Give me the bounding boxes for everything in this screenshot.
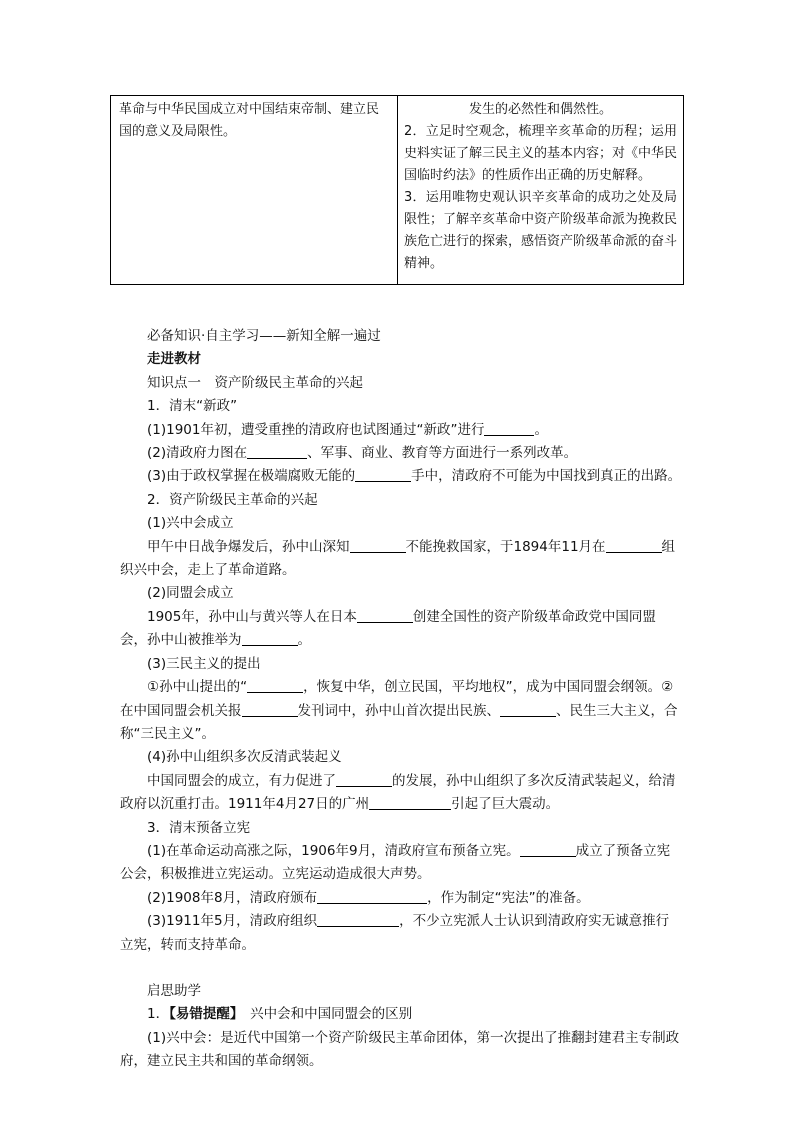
text: ，不少立宪派人士认识到清政府实无诚意推行立宪，转而支持革命。	[120, 913, 670, 953]
item-1-1	[120, 419, 682, 442]
item-3-3	[120, 910, 682, 957]
heading-1: 1．清末“新政”	[147, 398, 238, 415]
tip-heading	[120, 1003, 682, 1026]
item-2-2	[120, 606, 682, 653]
think-title: 启思助学	[147, 982, 201, 999]
text: 引起了巨大震动。	[451, 796, 560, 813]
heading-3: 3．清末预备立宪	[147, 819, 251, 836]
text: 发刊词中，孙中山首次提出民族、	[297, 702, 500, 719]
item-2-4	[120, 770, 682, 817]
objective-1-tail: 发生的必然性和偶然性。	[468, 102, 612, 117]
text: (3)由于政权掌握在极端腐败无能的	[147, 468, 356, 485]
text: ，作为制定“宪法”的准备。	[427, 889, 590, 906]
document-body	[120, 325, 682, 1074]
subheading-2-4: (4)孙中山组织多次反清武装起义	[147, 749, 342, 766]
fill-blank[interactable]	[247, 678, 303, 693]
fill-blank[interactable]	[317, 889, 427, 904]
text: 不能挽救国家，于1894年11月在	[405, 538, 606, 555]
subheading-2-3: (3)三民主义的提出	[147, 655, 261, 672]
objective-2: 2．立足时空观念，梳理辛亥革命的历程；运用史料实证了解三民主义的基本内容；对《中华民国临时约法》的性质作出正确的历史解释。	[404, 124, 678, 183]
spacer	[120, 957, 682, 980]
subheading-2-1: (1)兴中会成立	[147, 515, 234, 532]
text: 创建全国性的资产阶级革命政党中国同盟会，孙中山被推举为	[120, 608, 656, 649]
fill-blank[interactable]	[484, 421, 534, 436]
fill-blank[interactable]	[336, 772, 392, 787]
text: (2)1908年8月，清政府颁布	[147, 889, 318, 906]
fill-blank[interactable]	[317, 912, 399, 927]
section-title: 必备知识·自主学习——新知全解一遍过	[147, 328, 381, 344]
fill-blank[interactable]	[369, 795, 451, 810]
sub-title: 走进教材	[147, 351, 201, 368]
item-3-2	[120, 887, 682, 910]
fill-blank[interactable]	[357, 608, 413, 623]
objective-3: 3．运用唯物史观认识辛亥革命的成功之处及局限性；了解辛亥革命中资产阶级革命派为挽救民族危亡进行的探索，感悟资产阶级革命派的奋斗精神。	[404, 190, 678, 271]
heading-2: 2．资产阶级民主革命的兴起	[147, 491, 318, 508]
objectives-left-cell: 革命与中华民国成立对中国结束帝制、建立民国的意义及局限性。	[111, 96, 398, 284]
text: (1)1901年初，遭受重挫的清政府也试图通过“新政”进行	[147, 421, 485, 438]
item-1-2	[120, 442, 682, 465]
text: (3)1911年5月，清政府组织	[147, 913, 318, 930]
text: 、军事、商业、教育等方面进行一系列改革。	[307, 445, 578, 462]
text: ，恢复中华，创立民国，平均地权”，成为中国同盟会纲领。②在中国同盟会机关报	[120, 679, 674, 719]
fill-blank[interactable]	[242, 702, 298, 717]
text: ①孙中山提出的“	[147, 679, 248, 696]
text: 中国同盟会的成立，有力促进了	[147, 772, 336, 789]
fill-blank[interactable]	[606, 538, 662, 553]
text: 甲午中日战争爆发后，孙中山深知	[147, 538, 350, 555]
objectives-right-cell	[398, 96, 683, 284]
text: 成立了预备立宪公会，积极推进立宪运动。立宪运动造成很大声势。	[120, 842, 671, 883]
objectives-table	[110, 95, 684, 285]
item-2-3	[120, 676, 682, 746]
text: (1)在革命运动高涨之际，1906年9月，清政府宣布预备立宪。	[147, 842, 520, 859]
text: 的发展，孙中山组织了多次反清武装起义，给清政府以沉重打击。1911年4月27日的广州	[120, 772, 676, 813]
text: 1905年，孙中山与黄兴等人在日本	[147, 608, 357, 625]
text: 。	[534, 421, 548, 438]
subheading-2-2: (2)同盟会成立	[147, 585, 234, 602]
text: (2)清政府力图在	[147, 445, 248, 462]
fill-blank[interactable]	[355, 467, 411, 482]
fill-blank[interactable]	[500, 702, 556, 717]
item-1-3	[120, 465, 682, 488]
text: 、民生三大主义，合称“三民主义”。	[120, 702, 678, 742]
text: 。	[297, 632, 311, 649]
text: 手中，清政府不可能为中国找到真正的出路。	[411, 468, 682, 485]
item-2-1	[120, 536, 682, 583]
tip-number: 1．	[147, 1006, 170, 1023]
fill-blank[interactable]	[247, 444, 307, 459]
tip-item-1: (1)兴中会：是近代中国第一个资产阶级民主革命团体，第一次提出了推翻封建君主专制政府，建立民主共和国的革命纲领。	[120, 1029, 680, 1070]
tip-tag: 【易错提醒】	[169, 1006, 237, 1023]
text: 组织兴中会，走上了革命道路。	[120, 538, 676, 579]
tip-title: 兴中会和中国同盟会的区别	[236, 1006, 413, 1023]
knowledge-point-title: 知识点一 资产阶级民主革命的兴起	[147, 374, 363, 391]
fill-blank[interactable]	[520, 842, 576, 857]
item-3-1	[120, 840, 682, 887]
fill-blank[interactable]	[242, 631, 298, 646]
fill-blank[interactable]	[350, 538, 406, 553]
